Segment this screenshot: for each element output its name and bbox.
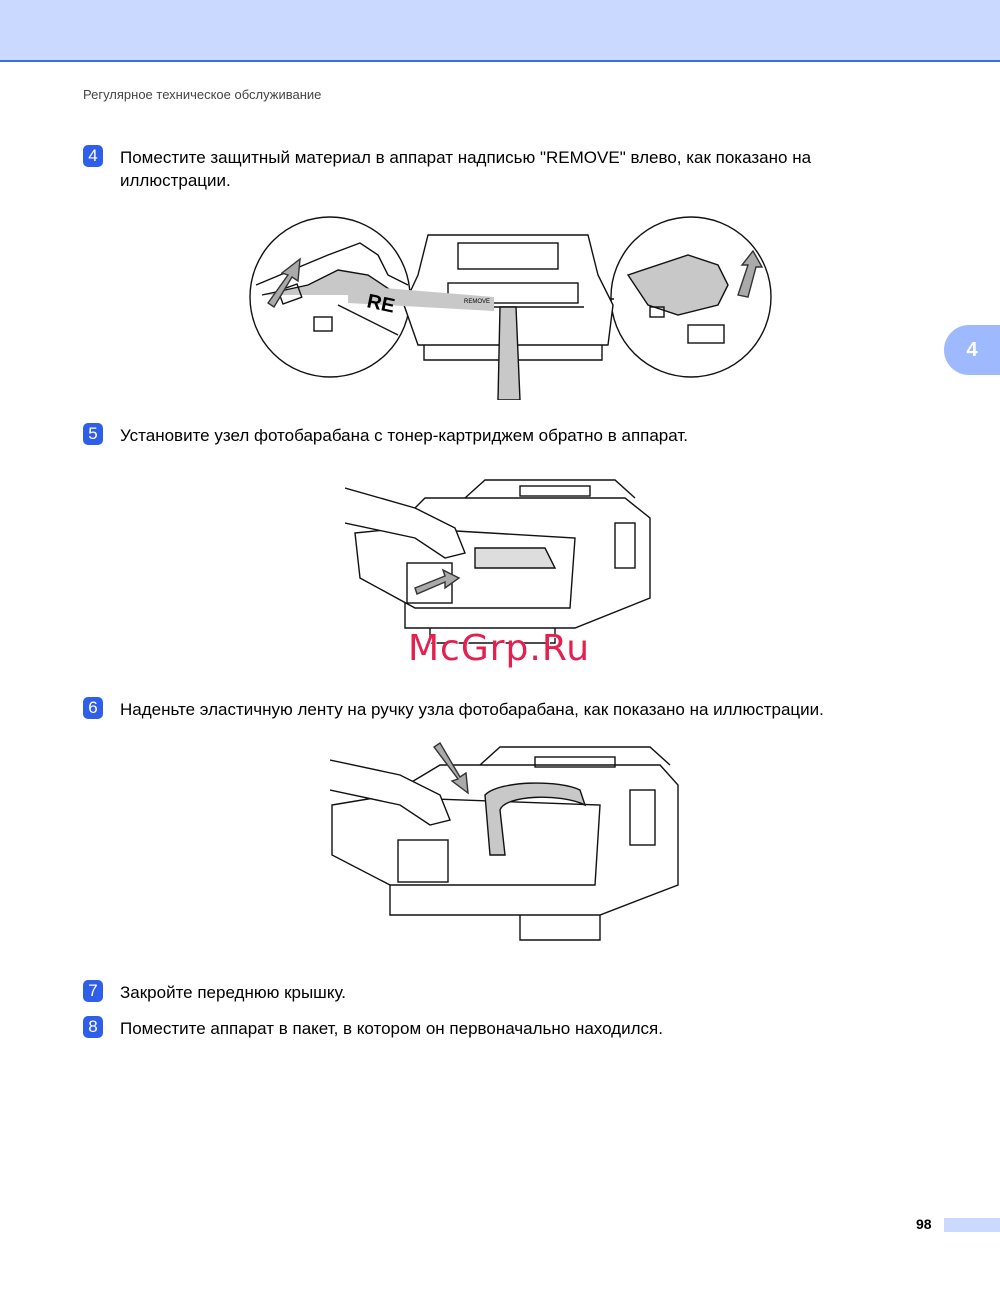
page-number: 98 bbox=[916, 1216, 932, 1232]
remove-large-label: RE bbox=[364, 290, 397, 318]
step-8 bbox=[83, 1017, 883, 1040]
step-text: Поместите защитный материал в аппарат надписью "REMOVE" влево, как показано на иллюстрации. bbox=[120, 148, 812, 190]
step-number-badge: 4 bbox=[83, 145, 103, 167]
elastic-band-illustration bbox=[330, 735, 682, 950]
watermark: McGrp.Ru bbox=[408, 628, 591, 669]
page-number-bar bbox=[944, 1218, 1000, 1232]
protective-material-illustration bbox=[248, 215, 773, 400]
chapter-tab bbox=[944, 325, 1000, 375]
step-text: Установите узел фотобарабана с тонер-картриджем обратно в аппарат. bbox=[120, 426, 688, 445]
step-number-badge: 8 bbox=[83, 1016, 103, 1038]
step-number-badge: 7 bbox=[83, 980, 103, 1002]
top-banner bbox=[0, 0, 1000, 62]
step-4 bbox=[83, 146, 883, 192]
step-number-badge: 5 bbox=[83, 423, 103, 445]
step-6 bbox=[83, 698, 883, 721]
running-header: Регулярное техническое обслуживание bbox=[83, 87, 322, 102]
step-5 bbox=[83, 424, 883, 447]
remove-small-label: REMOVE bbox=[464, 299, 491, 305]
chapter-tab-label: 4 bbox=[966, 338, 978, 361]
step-text: Закройте переднюю крышку. bbox=[120, 983, 346, 1002]
step-7 bbox=[83, 981, 883, 1004]
step-number-badge: 6 bbox=[83, 697, 103, 719]
step-text: Поместите аппарат в пакет, в котором он первоначально находился. bbox=[120, 1019, 663, 1038]
step-text: Наденьте эластичную ленту на ручку узла фотобарабана, как показано на иллюстрации. bbox=[120, 700, 824, 719]
